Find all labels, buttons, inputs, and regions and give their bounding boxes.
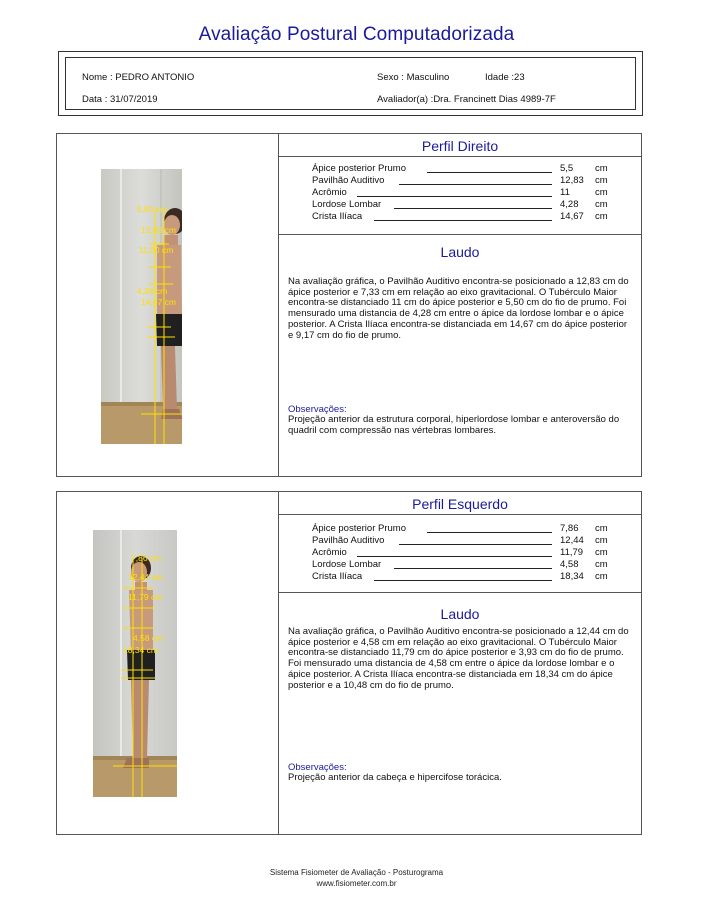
measure-row: [312, 187, 622, 199]
measure-value: 11: [560, 187, 570, 198]
measure-unit: cm: [595, 571, 608, 582]
posture-photo-right: [101, 169, 182, 444]
right-column: [279, 492, 641, 834]
photo-label-acromio: 11,79 cm: [128, 592, 163, 602]
evaluator: Avaliador(a) :Dra. Francinett Dias 4989-7F: [377, 94, 556, 105]
profile-title: Perfil Direito: [279, 134, 641, 157]
photo-label-crista: 14,67 cm: [141, 297, 176, 307]
profile-title: Perfil Esquerdo: [279, 492, 641, 515]
measurements-table: [279, 515, 641, 593]
panel-perfil-esquerdo: [56, 491, 642, 835]
right-column: [279, 134, 641, 476]
leader-line: [399, 184, 552, 185]
measure-value: 5,5: [560, 163, 574, 174]
measure-row: [312, 535, 622, 547]
leader-line: [394, 568, 552, 569]
measure-unit: cm: [595, 163, 608, 174]
measure-row: [312, 559, 622, 571]
measure-unit: cm: [595, 523, 608, 534]
photo-cell: [57, 492, 279, 834]
measure-row: [312, 547, 622, 559]
measure-unit: cm: [595, 535, 608, 546]
photo-label-acromio: 11,00 cm: [139, 245, 174, 255]
measurements-table: [279, 157, 641, 235]
evaluation-date: Data : 31/07/2019: [82, 94, 158, 105]
photo-cell: [57, 134, 279, 476]
measure-label: Crista Ilíaca: [312, 211, 363, 222]
measure-unit: cm: [595, 547, 608, 558]
laudo-text: Na avaliação gráfica, o Pavilhão Auditivo encontra-se posicionado a 12,83 cm do ápice posterior e 7,33 cm em relação ao eixo gravitacional. O Tubérculo Maior encontra-se distanciado 11 cm do ápice posterior e 5,50 cm do fio de prumo. Foi mensurado uma distancia de 4,28 cm entre o ápice da lordose lombar e o ápice posterior. A Crista Ilíaca encontra-se distanciada em 14,67 cm do ápice posterior e 9,17 cm do fio de prumo.: [288, 276, 629, 341]
photo-label-lordose: 4,58 cm: [133, 633, 164, 643]
photo-label-lordose: 4,28 cm: [137, 286, 168, 296]
photo-label-apice: 5,50 cm: [137, 204, 168, 214]
measure-value: 4,28: [560, 199, 579, 210]
laudo-title: Laudo: [440, 244, 480, 260]
leader-line: [374, 220, 552, 221]
leader-line: [357, 556, 552, 557]
measure-row: [312, 571, 622, 583]
laudo-title: Laudo: [440, 606, 480, 622]
measure-row: [312, 175, 622, 187]
measure-label: Lordose Lombar: [312, 199, 382, 210]
observations-text: Projeção anterior da cabeça e hipercifose torácica.: [288, 772, 502, 783]
patient-age: Idade :23: [485, 72, 525, 83]
measure-label: Pavilhão Auditivo: [312, 535, 385, 546]
laudo-text: Na avaliação gráfica, o Pavilhão Auditivo encontra-se posicionado a 12,44 cm do ápice posterior e 4,58 cm em relação ao eixo gravitacional. O Tubérculo Maior encontra-se distanciado 11,79 cm do ápice posterior e 3,93 cm do fio de prumo. Foi mensurado uma distancia de 4,58 cm entre o ápice da lordose lombar e o ápice posterior. A Crista Ilíaca encontra-se distanciada em 18,34 cm do ápice posterior e a 10,48 cm do fio de prumo.: [288, 626, 629, 691]
measure-label: Crista Ilíaca: [312, 571, 363, 582]
posture-photo-left: [93, 530, 177, 797]
observations-label: Observações:: [288, 762, 347, 773]
posture-photo-left-graphic: [93, 530, 177, 797]
measure-label: Ápice posterior Prumo: [312, 523, 406, 534]
leader-line: [427, 532, 552, 533]
measure-row: [312, 163, 622, 175]
leader-line: [374, 580, 552, 581]
measure-label: Lordose Lombar: [312, 559, 382, 570]
measure-label: Pavilhão Auditivo: [312, 175, 385, 186]
measure-unit: cm: [595, 211, 608, 222]
measure-label: Acrômio: [312, 547, 347, 558]
measure-label: Acrômio: [312, 187, 347, 198]
measure-row: [312, 523, 622, 535]
measure-unit: cm: [595, 199, 608, 210]
measure-value: 12,44: [560, 535, 584, 546]
measure-value: 18,34: [560, 571, 584, 582]
measure-value: 4,58: [560, 559, 579, 570]
measure-value: 7,86: [560, 523, 579, 534]
measure-value: 11,79: [560, 547, 584, 558]
measure-unit: cm: [595, 187, 608, 198]
patient-header: [65, 57, 636, 110]
footer-system-name: Sistema Fisiometer de Avaliação - Posturograma: [269, 868, 444, 877]
observations-text: Projeção anterior da estrutura corporal, hiperlordose lombar e anteroversão do quadril com compressão nas vértebras lombares.: [288, 414, 620, 436]
observations-label: Observações:: [288, 404, 347, 415]
measure-label: Ápice posterior Prumo: [312, 163, 406, 174]
measure-unit: cm: [595, 175, 608, 186]
photo-label-pavilhao: 12,83 cm: [141, 225, 176, 235]
page-title: Avaliação Postural Computadorizada: [198, 24, 515, 45]
footer-website: www.fisiometer.com.br: [316, 879, 397, 888]
measure-value: 14,67: [560, 211, 584, 222]
measure-row: [312, 211, 622, 223]
leader-line: [394, 208, 552, 209]
measure-row: [312, 199, 622, 211]
measure-value: 12,83: [560, 175, 584, 186]
patient-name: Nome : PEDRO ANTONIO: [82, 72, 195, 83]
leader-line: [357, 196, 552, 197]
patient-sex: Sexo : Masculino: [377, 72, 450, 83]
measure-unit: cm: [595, 559, 608, 570]
panel-perfil-direito: [56, 133, 642, 477]
photo-label-apice: 7,86 cm: [131, 553, 162, 563]
leader-line: [399, 544, 552, 545]
photo-label-crista: 18,34 cm: [123, 645, 158, 655]
leader-line: [427, 172, 552, 173]
photo-label-pavilhao: 12,44 cm: [128, 572, 163, 582]
